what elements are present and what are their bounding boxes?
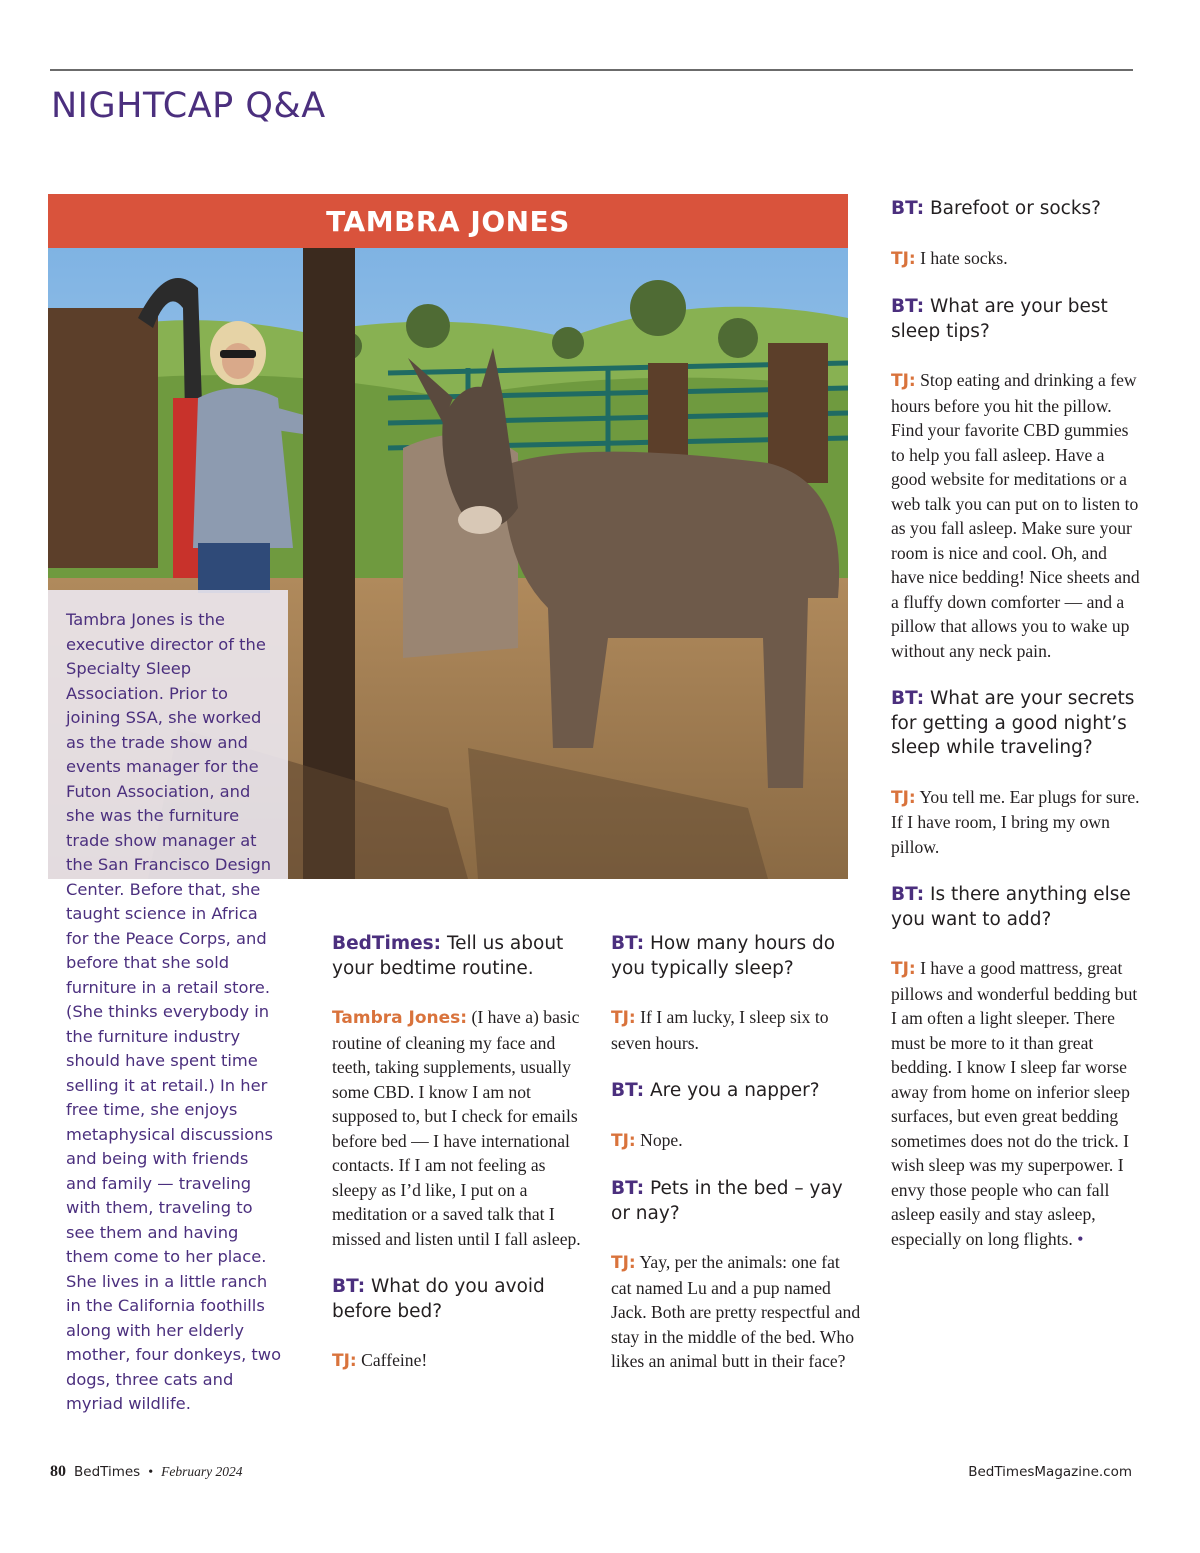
answer-tag: TJ: xyxy=(891,371,916,391)
question-text: What are your best sleep tips? xyxy=(891,296,1108,342)
question-text: Tell us about your bedtime routine. xyxy=(332,933,564,979)
answer xyxy=(891,785,1141,860)
answer-text: Nope. xyxy=(635,1129,683,1150)
question-text: What are your secrets for getting a good night’s sleep while traveling? xyxy=(891,688,1135,758)
answer xyxy=(332,1348,582,1374)
section-title: NIGHTCAP Q&A xyxy=(51,86,326,126)
top-rule xyxy=(50,69,1133,71)
answer xyxy=(891,246,1141,272)
question-tag: BT: xyxy=(611,1178,645,1199)
answer-tag: TJ: xyxy=(611,1253,636,1273)
answer xyxy=(611,1250,861,1374)
answer-text: If I am lucky, I sleep six to seven hours. xyxy=(611,1007,829,1053)
question-text: How many hours do you typically sleep? xyxy=(611,933,836,979)
answer-tag: TJ: xyxy=(611,1008,636,1028)
question-tag: BT: xyxy=(611,933,645,954)
answer-tag: TJ: xyxy=(611,1130,636,1151)
question-text: Is there anything else you want to add? xyxy=(891,884,1131,930)
question-tag: BT: xyxy=(611,1080,645,1101)
answer-text: I hate socks. xyxy=(915,247,1008,268)
question xyxy=(891,295,1141,344)
answer xyxy=(332,1005,582,1251)
answer-tag: TJ: xyxy=(891,959,916,979)
answer-tag: Tambra Jones: xyxy=(332,1008,468,1028)
question-tag: BT: xyxy=(891,296,925,317)
answer-text: Stop eating and drinking a few hours before you hit the pillow. Find your favorite CBD gummies to help you fall asleep. Have a good website for meditations or a web talk you can put on to listen to as you fall asleep. Make sure your room is nice and cool. Oh, and have nice bedding! Nice sheets and a fluffy down comforter — and a pillow that allows you to wake up without any neck pain. xyxy=(891,370,1140,661)
question xyxy=(611,1079,861,1104)
issue-date: February 2024 xyxy=(161,1464,243,1479)
answer xyxy=(891,368,1141,663)
answer-text: (I have a) basic routine of cleaning my face and teeth, taking supplements, usually some CBD. I know I am not supposed to, but I check for emails before bed — I have international contacts. If I am not feeling as sleepy as I’d like, I put on a meditation or a saved talk that I missed and listen until I fall asleep. xyxy=(332,1007,581,1249)
question-tag: BT: xyxy=(332,1276,366,1297)
answer-tag: TJ: xyxy=(891,248,916,269)
answer xyxy=(611,1128,861,1154)
question-tag: BT: xyxy=(891,198,925,219)
answer-text: I have a good mattress, great pillows and wonderful bedding but I am often a light sleeper. There must be more to it than great bedding. I know I sleep far worse away from home on inferior sleep surfaces, but even great bedding sometimes does not do the trick. I wish sleep was my superpower. I envy those people who can fall asleep easily and stay asleep, especially on long flights. xyxy=(891,958,1138,1249)
question-text: What do you avoid before bed? xyxy=(332,1276,545,1322)
qa-column-1 xyxy=(332,932,582,1398)
bio-text: Tambra Jones is the executive director of the Specialty Sleep Association. Prior to joining SSA, she worked as the trade show and events manager for the Futon Association, and she was the furniture trade show manager at the San Francisco Design Center. Before that, she taught science in Africa for the Peace Corps, and before that she sold furniture in a retail store. (She thinks everybody in the furniture industry should have spent time selling it at retail.) In her free time, she enjoys metaphysical discussions and being with friends and family — traveling with them, traveling to see them and having them come to her place. She lives in a little ranch in the California foothills along with her elderly mother, four donkeys, two dogs, three cats and myriad wildlife. xyxy=(66,610,282,1413)
question xyxy=(611,932,861,981)
question-tag: BedTimes: xyxy=(332,933,442,954)
name-banner: TAMBRA JONES xyxy=(48,194,848,248)
answer-text: Yay, per the animals: one fat cat named Lu and a pup named Jack. Both are pretty respectful and stay in the middle of the bed. Who likes an animal butt in their face? xyxy=(611,1252,861,1371)
question-tag: BT: xyxy=(891,884,925,905)
page-number: 80 xyxy=(50,1463,66,1480)
question-text: Pets in the bed – yay or nay? xyxy=(611,1178,843,1224)
website-link[interactable]: BedTimesMagazine.com xyxy=(968,1464,1132,1480)
question-tag: BT: xyxy=(891,688,925,709)
footer-folio xyxy=(50,1463,243,1481)
qa-column-3 xyxy=(891,197,1141,1275)
question xyxy=(332,1275,582,1324)
answer-tag: TJ: xyxy=(332,1351,357,1371)
footer-separator: • xyxy=(148,1465,154,1480)
question xyxy=(891,197,1141,222)
question xyxy=(891,883,1141,932)
answer-text: Caffeine! xyxy=(356,1350,428,1370)
answer xyxy=(891,956,1141,1251)
answer-text: You tell me. Ear plugs for sure. If I have room, I bring my own pillow. xyxy=(891,786,1140,857)
question xyxy=(891,687,1141,761)
question-text: Are you a napper? xyxy=(644,1080,820,1101)
qa-column-2 xyxy=(611,932,861,1398)
question xyxy=(332,932,582,981)
end-mark-icon: • xyxy=(1077,1228,1084,1249)
question-text: Barefoot or socks? xyxy=(924,198,1101,219)
answer-tag: TJ: xyxy=(891,787,916,808)
question xyxy=(611,1177,861,1226)
answer xyxy=(611,1005,861,1055)
magazine-name: BedTimes xyxy=(74,1464,141,1480)
